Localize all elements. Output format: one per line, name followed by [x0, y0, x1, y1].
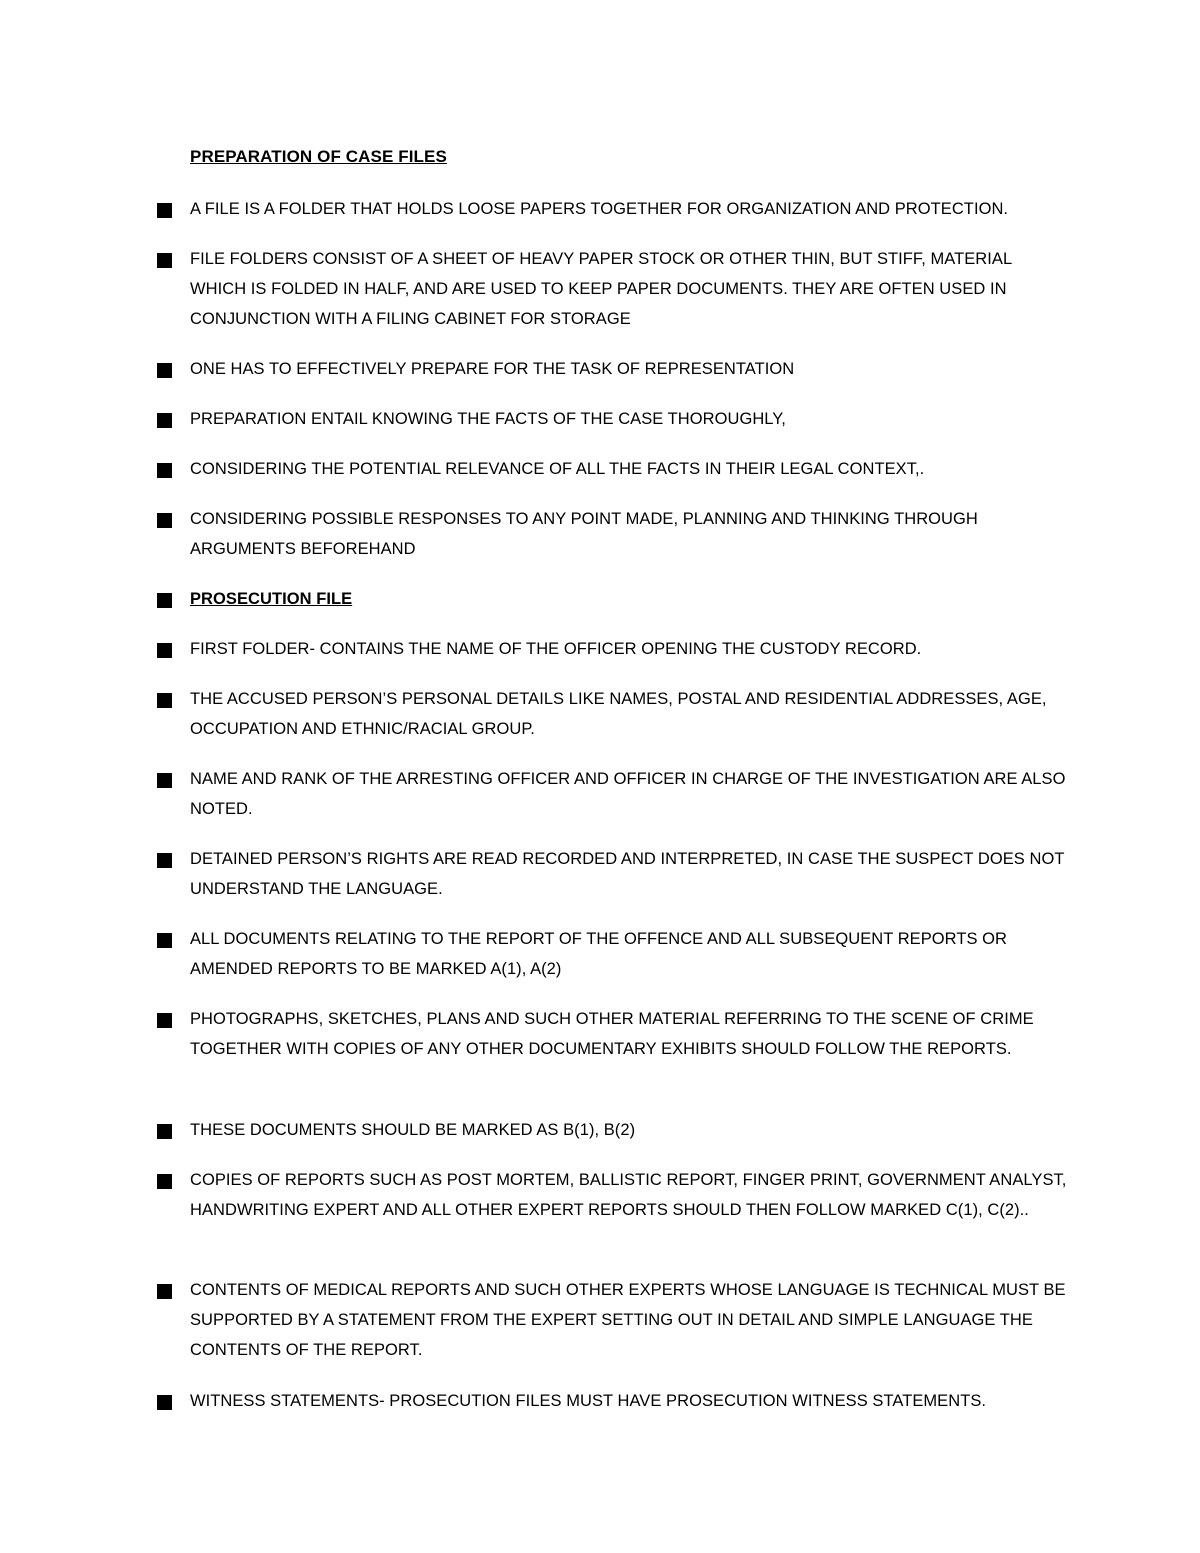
square-bullet-icon [157, 1284, 172, 1299]
square-bullet-icon [157, 593, 172, 608]
square-bullet-icon [157, 203, 172, 218]
square-bullet-icon [157, 1395, 172, 1410]
square-bullet-icon [157, 413, 172, 428]
list-item-text: CONTENTS OF MEDICAL REPORTS AND SUCH OTHER EXPERTS WHOSE LANGUAGE IS TECHNICAL MUST BE SUPPORTED BY A STATEMENT FROM THE EXPERT SETTING OUT IN DETAIL AND SIMPLE LANGUAGE THE CONTENTS OF THE REPORT. [190, 1281, 1066, 1359]
list-item-text: CONSIDERING THE POTENTIAL RELEVANCE OF ALL THE FACTS IN THEIR LEGAL CONTEXT,. [190, 460, 925, 478]
list-item-text: THESE DOCUMENTS SHOULD BE MARKED AS B(1), B(2) [190, 1121, 636, 1139]
list-item-text: NAME AND RANK OF THE ARRESTING OFFICER AND OFFICER IN CHARGE OF THE INVESTIGATION ARE ALSO NOTED. [190, 770, 1066, 818]
list-item-text: WITNESS STATEMENTS- PROSECUTION FILES MUST HAVE PROSECUTION WITNESS STATEMENTS. [190, 1392, 987, 1410]
square-bullet-icon [157, 1124, 172, 1139]
square-bullet-icon [157, 253, 172, 268]
list-item-text: THE ACCUSED PERSON’S PERSONAL DETAILS LIKE NAMES, POSTAL AND RESIDENTIAL ADDRESSES, AGE, OCCUPATION AND ETHNIC/RACIAL GROUP. [190, 690, 1047, 738]
list-item-text: CONSIDERING POSSIBLE RESPONSES TO ANY POINT MADE, PLANNING AND THINKING THROUGH ARGUMENTS BEFOREHAND [190, 510, 978, 558]
square-bullet-icon [157, 1174, 172, 1189]
list-item-text: PREPARATION ENTAIL KNOWING THE FACTS OF THE CASE THOROUGHLY, [190, 410, 786, 428]
square-bullet-icon [157, 1013, 172, 1028]
list-item-text: COPIES OF REPORTS SUCH AS POST MORTEM, BALLISTIC REPORT, FINGER PRINT, GOVERNMENT ANALYST, HANDWRITING EXPERT AND ALL OTHER EXPERT REPORTS SHOULD THEN FOLLOW MARKED C(1), C(2).. [190, 1171, 1067, 1219]
section-heading: PROSECUTION FILE [190, 590, 353, 608]
list-item-text: ONE HAS TO EFFECTIVELY PREPARE FOR THE TASK OF REPRESENTATION [190, 360, 795, 378]
square-bullet-icon [157, 513, 172, 528]
square-bullet-icon [157, 773, 172, 788]
list-item-text: A FILE IS A FOLDER THAT HOLDS LOOSE PAPERS TOGETHER FOR ORGANIZATION AND PROTECTION. [190, 200, 1009, 218]
square-bullet-icon [157, 463, 172, 478]
list-item-text: ALL DOCUMENTS RELATING TO THE REPORT OF THE OFFENCE AND ALL SUBSEQUENT REPORTS OR AMENDED REPORTS TO BE MARKED A(1), A(2) [190, 930, 1008, 978]
square-bullet-icon [157, 693, 172, 708]
page-title: PREPARATION OF CASE FILES [190, 147, 447, 166]
list-item-text: FILE FOLDERS CONSIST OF A SHEET OF HEAVY PAPER STOCK OR OTHER THIN, BUT STIFF, MATERIAL WHICH IS FOLDED IN HALF, AND ARE USED TO KEEP PAPER DOCUMENTS. THEY ARE OFTEN USED IN CONJUNCTION WITH A FILING CABINET FOR STORAGE [190, 250, 1012, 328]
square-bullet-icon [157, 363, 172, 378]
list-item-text: FIRST FOLDER- CONTAINS THE NAME OF THE OFFICER OPENING THE CUSTODY RECORD. [190, 640, 922, 658]
square-bullet-icon [157, 853, 172, 868]
square-bullet-icon [157, 643, 172, 658]
square-bullet-icon [157, 933, 172, 948]
list-item-text: PHOTOGRAPHS, SKETCHES, PLANS AND SUCH OTHER MATERIAL REFERRING TO THE SCENE OF CRIME TOGETHER WITH COPIES OF ANY OTHER DOCUMENTARY EXHIBITS SHOULD FOLLOW THE REPORTS. [190, 1010, 1034, 1058]
list-item-text: DETAINED PERSON’S RIGHTS ARE READ RECORDED AND INTERPRETED, IN CASE THE SUSPECT DOES NOT UNDERSTAND THE LANGUAGE. [190, 850, 1065, 898]
